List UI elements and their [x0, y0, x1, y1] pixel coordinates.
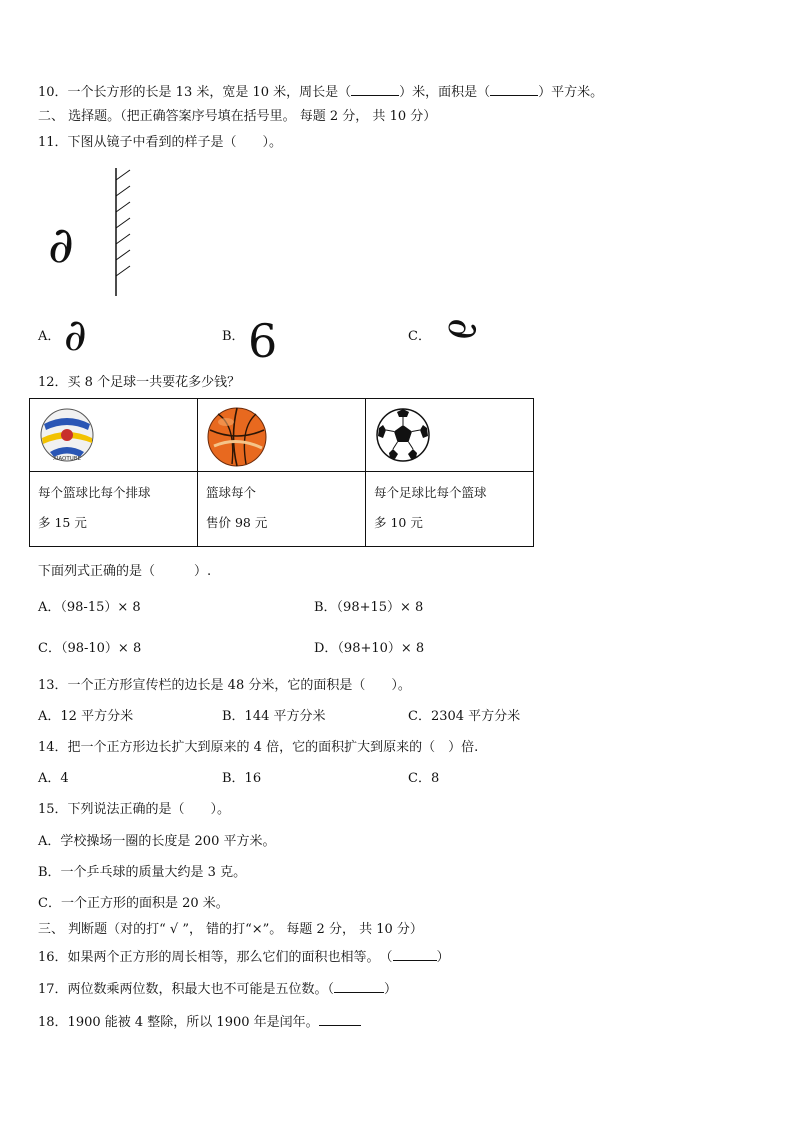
question-12-prompt: 下面列式正确的是（ ）.	[38, 564, 212, 579]
question-13-stem: 13．一个正方形宣传栏的边长是 48 分米，它的面积是（ ）。	[38, 678, 411, 693]
question-18: 18．1900 能被 4 整除，所以 1900 年是闰年。	[38, 1013, 361, 1031]
balls-table	[29, 398, 534, 547]
answer-blank[interactable]	[334, 980, 384, 993]
volleyball-icon	[38, 406, 96, 464]
price-condition-cell: 每个足球比每个篮球 多 10 元	[366, 472, 534, 547]
answer-blank[interactable]	[351, 83, 399, 96]
section-3-title: 三、 判断题（对的打“ √ ”， 错的打“×”。 每题 2 分， 共 10 分）	[38, 922, 423, 937]
question-12-stem: 12．买 8 个足球一共要花多少钱？	[38, 375, 241, 390]
figure-glyph: ∂	[48, 216, 74, 274]
option-c-glyph: ∂	[439, 318, 488, 340]
q15-option-c[interactable]: C．一个正方形的面积是 20 米。	[38, 896, 229, 911]
q12-option-a[interactable]: A．（98-15）× 8	[38, 600, 141, 615]
question-15-stem: 15．下列说法正确的是（ ）。	[38, 802, 231, 817]
q14-option-a[interactable]: A．4	[38, 771, 69, 786]
option-a-glyph: ∂	[64, 310, 87, 361]
q13-option-a[interactable]: A．12 平方分米	[38, 709, 134, 724]
q12-option-c[interactable]: C．（98-10）× 8	[38, 641, 142, 656]
question-16: 16．如果两个正方形的周长相等，那么它们的面积也相等。 （ ）	[38, 950, 450, 965]
answer-blank[interactable]	[393, 948, 437, 961]
question-11-stem: 11．下图从镜子中看到的样子是（ ）。	[38, 135, 283, 150]
q15-option-a[interactable]: A．学校操场一圈的长度是 200 平方米。	[38, 834, 276, 849]
q15-option-b[interactable]: B．一个乒乓球的质量大约是 3 克。	[38, 865, 247, 880]
answer-blank[interactable]	[490, 83, 538, 96]
q13-option-c[interactable]: C．2304 平方分米	[408, 709, 521, 724]
q13-option-b[interactable]: B．144 平方分米	[222, 709, 326, 724]
option-b-glyph: 6	[248, 314, 278, 368]
price-condition-cell: 每个篮球比每个排球 多 15 元	[30, 472, 198, 547]
question-14-stem: 14．把一个正方形边长扩大到原来的 4 倍，它的面积扩大到原来的（ ）倍.	[38, 740, 479, 755]
volleyball-cell	[30, 399, 198, 472]
football-cell	[366, 399, 534, 472]
q14-option-b[interactable]: B．16	[222, 771, 262, 786]
mirror-icon	[108, 166, 138, 298]
q14-option-c[interactable]: C．8	[408, 771, 440, 786]
price-condition-cell: 篮球每个 售价 98 元	[198, 472, 366, 547]
question-10: 10．一个长方形的长是 13 米，宽是 10 米，周长是（ ）米，面积是（ ）平方米。	[38, 85, 604, 100]
basketball-cell	[198, 399, 366, 472]
q12-option-b[interactable]: B．（98+15）× 8	[314, 600, 424, 615]
answer-blank[interactable]	[319, 1013, 361, 1026]
basketball-icon	[206, 406, 268, 468]
volleyball-brand: XIAOTUBE	[52, 456, 82, 462]
q12-option-d[interactable]: D．（98+10）× 8	[314, 641, 425, 656]
question-17: 17．两位数乘两位数，积最大也不可能是五位数。（ ）	[38, 982, 398, 997]
football-icon	[374, 406, 432, 464]
section-2-title: 二、 选择题。（把正确答案序号填在括号里。 每题 2 分， 共 10 分）	[38, 109, 437, 124]
